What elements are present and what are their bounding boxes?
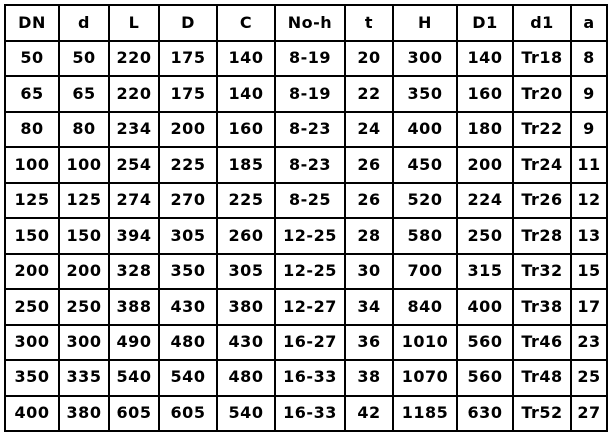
cell-dn: 80 [5, 112, 59, 147]
cell-d1-small: Tr28 [513, 218, 571, 253]
table-row [5, 112, 607, 147]
cell-a: 12 [571, 183, 607, 218]
cell-t: 34 [345, 289, 393, 324]
cell-l: 394 [109, 218, 159, 253]
cell-c: 480 [217, 360, 275, 395]
cell-d: 125 [59, 183, 109, 218]
cell-c: 225 [217, 183, 275, 218]
cell-c: 185 [217, 147, 275, 182]
cell-c: 260 [217, 218, 275, 253]
cell-no-h: 12-25 [275, 218, 345, 253]
cell-d-big: 480 [159, 325, 217, 360]
cell-dn: 250 [5, 289, 59, 324]
cell-h: 400 [393, 112, 457, 147]
cell-h: 580 [393, 218, 457, 253]
cell-h: 450 [393, 147, 457, 182]
table-header-row [5, 5, 607, 41]
cell-d1-small: Tr38 [513, 289, 571, 324]
cell-l: 388 [109, 289, 159, 324]
cell-h: 520 [393, 183, 457, 218]
cell-d: 300 [59, 325, 109, 360]
table-row [5, 325, 607, 360]
cell-d1-small: Tr46 [513, 325, 571, 360]
cell-a: 25 [571, 360, 607, 395]
cell-h: 700 [393, 254, 457, 289]
cell-d1: 400 [457, 289, 513, 324]
cell-d1: 560 [457, 325, 513, 360]
cell-d1-small: Tr26 [513, 183, 571, 218]
cell-d: 80 [59, 112, 109, 147]
cell-d1: 140 [457, 41, 513, 76]
column-header-c: C [217, 5, 275, 41]
cell-dn: 300 [5, 325, 59, 360]
cell-l: 605 [109, 396, 159, 431]
cell-d-big: 540 [159, 360, 217, 395]
table-row [5, 254, 607, 289]
cell-d1: 200 [457, 147, 513, 182]
cell-l: 490 [109, 325, 159, 360]
cell-d: 65 [59, 76, 109, 111]
cell-c: 380 [217, 289, 275, 324]
cell-d1: 160 [457, 76, 513, 111]
cell-no-h: 8-19 [275, 76, 345, 111]
cell-t: 24 [345, 112, 393, 147]
cell-t: 42 [345, 396, 393, 431]
cell-l: 234 [109, 112, 159, 147]
cell-d: 200 [59, 254, 109, 289]
column-header-dn: DN [5, 5, 59, 41]
column-header-no-h: No-h [275, 5, 345, 41]
column-header-d1-small: d1 [513, 5, 571, 41]
cell-dn: 125 [5, 183, 59, 218]
cell-dn: 65 [5, 76, 59, 111]
cell-t: 38 [345, 360, 393, 395]
cell-dn: 200 [5, 254, 59, 289]
cell-l: 540 [109, 360, 159, 395]
cell-d1: 630 [457, 396, 513, 431]
cell-a: 17 [571, 289, 607, 324]
cell-d-big: 175 [159, 41, 217, 76]
cell-a: 15 [571, 254, 607, 289]
cell-t: 22 [345, 76, 393, 111]
cell-no-h: 16-33 [275, 396, 345, 431]
cell-h: 300 [393, 41, 457, 76]
cell-d1-small: Tr24 [513, 147, 571, 182]
cell-h: 840 [393, 289, 457, 324]
dimensions-table [4, 4, 608, 432]
cell-a: 23 [571, 325, 607, 360]
cell-d1: 180 [457, 112, 513, 147]
cell-d: 150 [59, 218, 109, 253]
cell-d-big: 305 [159, 218, 217, 253]
cell-h: 1010 [393, 325, 457, 360]
cell-dn: 350 [5, 360, 59, 395]
cell-d1: 250 [457, 218, 513, 253]
cell-l: 328 [109, 254, 159, 289]
cell-no-h: 12-25 [275, 254, 345, 289]
cell-d: 100 [59, 147, 109, 182]
cell-no-h: 8-23 [275, 112, 345, 147]
cell-h: 350 [393, 76, 457, 111]
cell-d: 380 [59, 396, 109, 431]
cell-a: 9 [571, 112, 607, 147]
table-row [5, 289, 607, 324]
cell-d1-small: Tr20 [513, 76, 571, 111]
cell-h: 1070 [393, 360, 457, 395]
cell-d1: 224 [457, 183, 513, 218]
cell-l: 220 [109, 41, 159, 76]
cell-d1-small: Tr22 [513, 112, 571, 147]
table-row [5, 360, 607, 395]
cell-c: 140 [217, 76, 275, 111]
cell-a: 8 [571, 41, 607, 76]
cell-d1-small: Tr32 [513, 254, 571, 289]
cell-d1: 560 [457, 360, 513, 395]
cell-d: 335 [59, 360, 109, 395]
cell-c: 305 [217, 254, 275, 289]
cell-d1-small: Tr48 [513, 360, 571, 395]
cell-d1-small: Tr18 [513, 41, 571, 76]
cell-d: 250 [59, 289, 109, 324]
cell-d1-small: Tr52 [513, 396, 571, 431]
cell-a: 13 [571, 218, 607, 253]
cell-d-big: 350 [159, 254, 217, 289]
cell-d-big: 200 [159, 112, 217, 147]
cell-d-big: 270 [159, 183, 217, 218]
cell-d-big: 225 [159, 147, 217, 182]
cell-t: 26 [345, 147, 393, 182]
table-row [5, 218, 607, 253]
cell-d-big: 605 [159, 396, 217, 431]
cell-d-big: 430 [159, 289, 217, 324]
cell-l: 220 [109, 76, 159, 111]
cell-d: 50 [59, 41, 109, 76]
cell-no-h: 12-27 [275, 289, 345, 324]
column-header-d: d [59, 5, 109, 41]
cell-l: 254 [109, 147, 159, 182]
column-header-a: a [571, 5, 607, 41]
cell-a: 11 [571, 147, 607, 182]
cell-c: 430 [217, 325, 275, 360]
cell-no-h: 16-27 [275, 325, 345, 360]
cell-dn: 400 [5, 396, 59, 431]
table-row [5, 396, 607, 431]
cell-dn: 100 [5, 147, 59, 182]
table-row [5, 183, 607, 218]
cell-dn: 50 [5, 41, 59, 76]
cell-t: 20 [345, 41, 393, 76]
table-row [5, 147, 607, 182]
cell-c: 160 [217, 112, 275, 147]
cell-no-h: 16-33 [275, 360, 345, 395]
table-row [5, 41, 607, 76]
cell-h: 1185 [393, 396, 457, 431]
column-header-t: t [345, 5, 393, 41]
cell-d1: 315 [457, 254, 513, 289]
cell-a: 27 [571, 396, 607, 431]
cell-c: 540 [217, 396, 275, 431]
cell-no-h: 8-23 [275, 147, 345, 182]
column-header-l: L [109, 5, 159, 41]
cell-no-h: 8-19 [275, 41, 345, 76]
cell-c: 140 [217, 41, 275, 76]
cell-t: 28 [345, 218, 393, 253]
cell-d-big: 175 [159, 76, 217, 111]
cell-t: 30 [345, 254, 393, 289]
cell-t: 36 [345, 325, 393, 360]
column-header-d-big: D [159, 5, 217, 41]
cell-t: 26 [345, 183, 393, 218]
column-header-d1: D1 [457, 5, 513, 41]
cell-no-h: 8-25 [275, 183, 345, 218]
column-header-h: H [393, 5, 457, 41]
cell-l: 274 [109, 183, 159, 218]
table-row [5, 76, 607, 111]
cell-dn: 150 [5, 218, 59, 253]
cell-a: 9 [571, 76, 607, 111]
